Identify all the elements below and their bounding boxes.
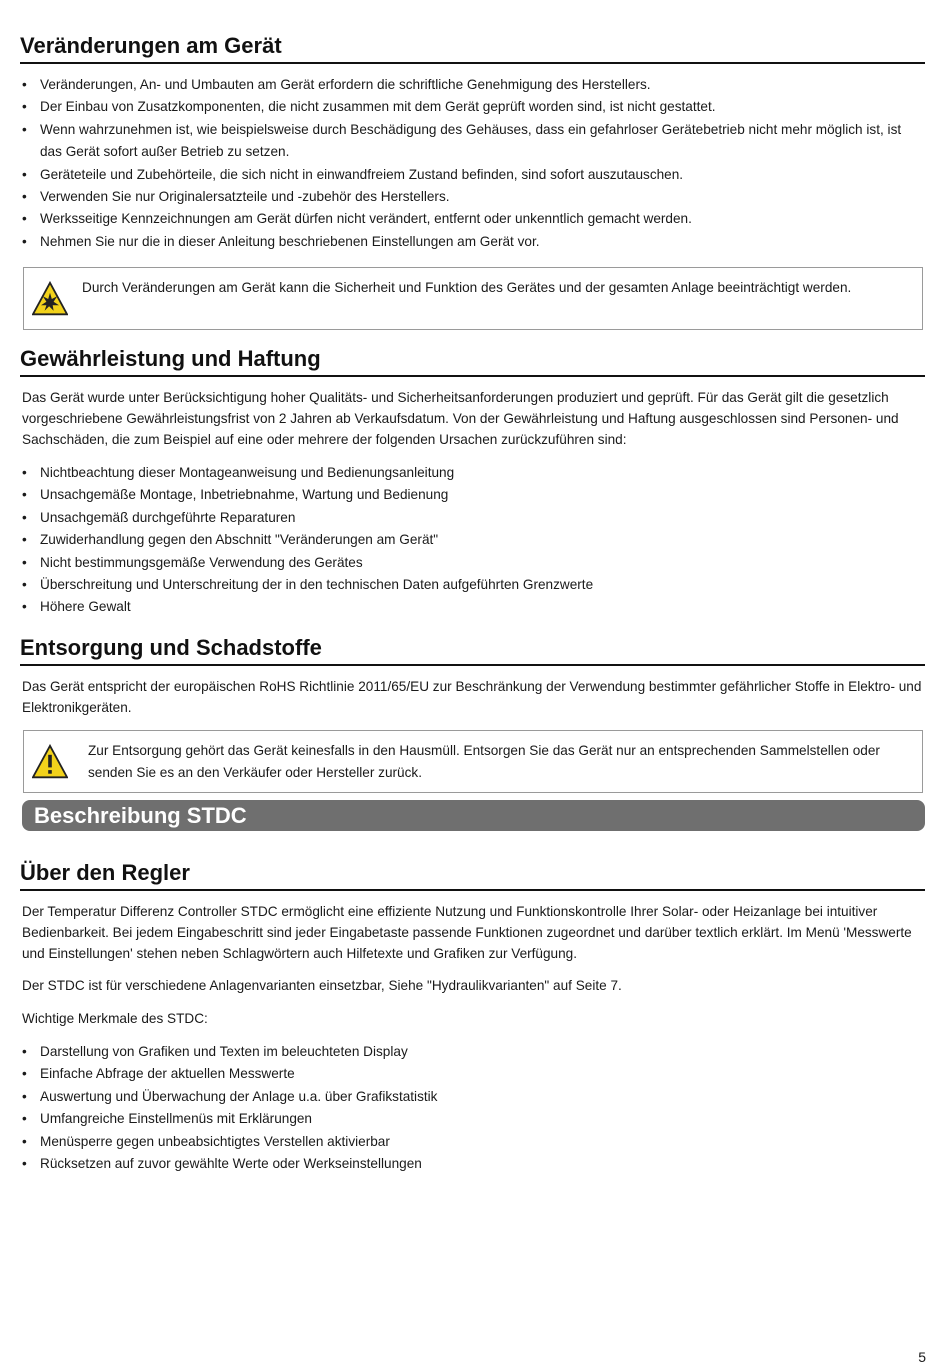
list-item: • Unsachgemäße Montage, Inbetriebnahme, Wartung und Bedienung	[22, 484, 922, 506]
list-item: • Werksseitige Kennzeichnungen am Gerät dürfen nicht verändert, entfernt oder unkenntlich gemacht werden.	[22, 208, 922, 230]
explosion-note-box	[23, 267, 923, 330]
list-item: • Nichtbeachtung dieser Montageanweisung und Bedienungsanleitung	[22, 462, 922, 484]
gewaehrleistung-intro: Das Gerät wurde unter Berücksichtigung hoher Qualitäts- und Sicherheitsanforderungen produziert und geprüft. Für das Gerät gilt die gesetzlich vorgeschriebene Gewährleistungsfrist von 2 Jahren ab Verkaufsdatum. Von der Gewährleistung und Haftung ausgeschlossen sind Personen- und Sachschäden, die zum Beispiel auf eine oder mehrere der folgenden Ursachen zurückzuführen sind:	[22, 390, 899, 447]
chapter-title: Beschreibung STDC	[34, 803, 247, 828]
list-item: • Wenn wahrzunehmen ist, wie beispielsweise durch Beschädigung des Gehäuses, dass ein gefahrloser Gerätebetrieb nicht mehr möglich ist, ist das Gerät sofort außer Betrieb zu setzen.	[22, 119, 922, 164]
regler-paragraph-3: Wichtige Merkmale des STDC:	[22, 1011, 208, 1026]
page-number: 5	[918, 1349, 926, 1365]
list-item: • Verwenden Sie nur Originalersatzteile und -zubehör des Herstellers.	[22, 186, 922, 208]
section-title-veraenderungen: Veränderungen am Gerät	[20, 32, 925, 64]
list-item: • Umfangreiche Einstellmenüs mit Erklärungen	[22, 1108, 922, 1130]
list-item: • Zuwiderhandlung gegen den Abschnitt "Veränderungen am Gerät"	[22, 529, 922, 551]
list-item: • Darstellung von Grafiken und Texten im beleuchteten Display	[22, 1041, 922, 1063]
section-title-gewaehrleistung: Gewährleistung und Haftung	[20, 345, 925, 377]
list-item: • Höhere Gewalt	[22, 596, 922, 618]
list-item: • Der Einbau von Zusatzkomponenten, die nicht zusammen mit dem Gerät geprüft worden sind, ist nicht gestattet.	[22, 96, 922, 118]
list-item: • Veränderungen, An- und Umbauten am Gerät erfordern die schriftliche Genehmigung des Herstellers.	[22, 74, 922, 96]
list-item: • Nehmen Sie nur die in dieser Anleitung beschriebenen Einstellungen am Gerät vor.	[22, 231, 922, 253]
list-item: • Nicht bestimmungsgemäße Verwendung des Gerätes	[22, 552, 922, 574]
entsorgung-intro: Das Gerät entspricht der europäischen RoHS Richtlinie 2011/65/EU zur Beschränkung der Verwendung bestimmter gefährlicher Stoffe in Elektro- und Elektronikgeräten.	[22, 679, 922, 715]
list-item: • Auswertung und Überwachung der Anlage u.a. über Grafikstatistik	[22, 1086, 922, 1108]
list-item: • Menüsperre gegen unbeabsichtigtes Verstellen aktivierbar	[22, 1131, 922, 1153]
chapter-banner	[22, 800, 925, 831]
list-item: • Überschreitung und Unterschreitung der in den technischen Daten aufgeführten Grenzwerte	[22, 574, 922, 596]
gewaehrleistung-list	[22, 462, 922, 619]
list-item: • Rücksetzen auf zuvor gewählte Werte oder Werkseinstellungen	[22, 1153, 922, 1175]
note-text: Zur Entsorgung gehört das Gerät keinesfalls in den Hausmüll. Entsorgen Sie das Gerät nur an entsprechenden Sammelstellen oder senden Sie es an den Verkäufer oder Hersteller zurück.	[88, 743, 880, 780]
note-text: Durch Veränderungen am Gerät kann die Sicherheit und Funktion des Gerätes und der gesamten Anlage beeinträchtigt werden.	[82, 280, 852, 295]
warning-triangle-icon	[32, 744, 68, 780]
regler-features-list	[22, 1041, 922, 1175]
list-item: • Geräteteile und Zubehörteile, die sich nicht in einwandfreiem Zustand befinden, sind sofort auszutauschen.	[22, 164, 922, 186]
disposal-note-box	[23, 730, 923, 793]
list-item: • Einfache Abfrage der aktuellen Messwerte	[22, 1063, 922, 1085]
list-item: • Unsachgemäß durchgeführte Reparaturen	[22, 507, 922, 529]
regler-paragraph-2: Der STDC ist für verschiedene Anlagenvarianten einsetzbar, Siehe "Hydraulikvarianten" auf Seite 7.	[22, 978, 622, 993]
regler-paragraph-1: Der Temperatur Differenz Controller STDC ermöglicht eine effiziente Nutzung und Funktionskontrolle Ihrer Solar- oder Heizanlage bei intuitiver Bedienbarkeit. Bei jedem Eingabeschritt sind jeder Eingabetaste passende Funktionen zugeordnet und darüber textlich erklärt. Im Menü 'Messwerte und Einstellungen' stehen neben Schlagwörtern auch Hilfetexte und Grafiken zur Verfügung.	[22, 904, 912, 961]
explosion-warning-icon	[32, 281, 68, 317]
section-title-regler: Über den Regler	[20, 859, 925, 891]
veraenderungen-list	[22, 74, 922, 253]
section-title-entsorgung: Entsorgung und Schadstoffe	[20, 634, 925, 666]
